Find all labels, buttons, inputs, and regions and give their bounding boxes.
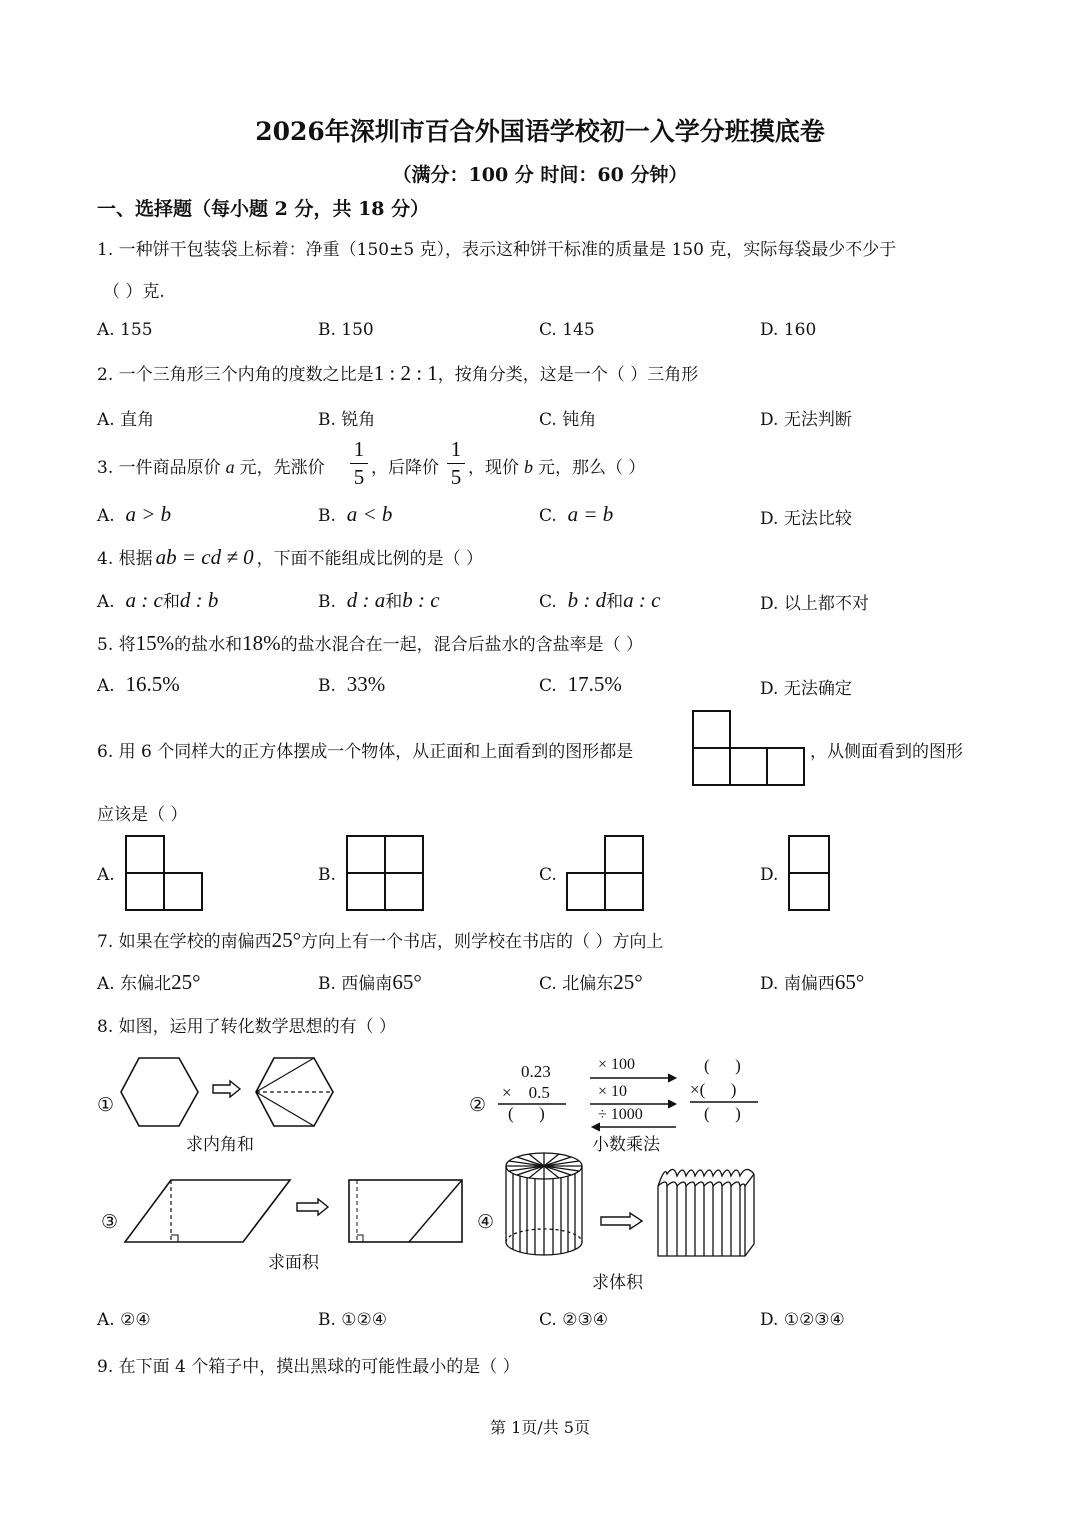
q9-stem: 9. 在下面 4 个箱子中，摸出黑球的可能性最小的是（ ） (97, 1357, 520, 1377)
q4-text-pre: 4. 根据 (97, 549, 153, 569)
q3-stem-part2: ，后降价 (371, 458, 439, 478)
q4-c-label: C. (539, 592, 557, 612)
q4-condition: ab = cd ≠ 0 (155, 545, 254, 569)
q3-frac1-num: 1 (353, 437, 365, 461)
q4-c-he: 和 (606, 592, 624, 612)
q4-option-b (318, 587, 440, 613)
q6-option-c-label: C. (539, 865, 557, 885)
q8-fig4-number: ④ (477, 1211, 495, 1233)
q1-stem-line1: 1. 一种饼干包装袋上标着：净重（150±5 克），表示这种饼干标准的质量是 150 克，实际每袋最少不少于 (97, 240, 897, 260)
page-subtitle: （满分：100 分 时间：60 分钟） (392, 164, 688, 186)
q6-option-b-label: B. (318, 865, 336, 885)
q2-option-d: D. 无法判断 (760, 410, 852, 430)
q7-stem (97, 927, 663, 953)
q4-option-d: D. 以上都不对 (760, 594, 869, 614)
q7-text-2: 方向上有一个书店，则学校在书店的（ ）方向上 (301, 932, 664, 952)
q3-text-1: 3. 一件商品原价 (97, 458, 221, 478)
page-footer: 第 1页/共 5页 (490, 1418, 590, 1437)
q1-option-a: A. 155 (97, 320, 153, 340)
q6-option-a-label: A. (97, 865, 115, 885)
q1-option-c: C. 145 (539, 320, 595, 340)
q2-option-c: C. 钝角 (539, 410, 597, 430)
q8-fig2-op3: ÷ 1000 (598, 1106, 643, 1123)
q5-a-label: A. (97, 676, 115, 696)
q7-c-deg: 25° (613, 970, 643, 994)
q7-a-deg: 25° (171, 970, 201, 994)
q3-option-d: D. 无法比较 (760, 509, 852, 529)
q5-stem (97, 630, 643, 656)
q3-frac1-den: 5 (353, 465, 365, 489)
q6-option-d-label: D. (760, 865, 779, 885)
q4-a-r2: d : b (179, 588, 219, 612)
q8-fig4-cuboid (655, 1164, 757, 1260)
q5-option-c (539, 672, 622, 697)
q8-fig1-caption: 求内角和 (186, 1135, 254, 1155)
q3-b-label: B. (318, 506, 336, 526)
q8-fig2-caption: 小数乘法 (592, 1135, 660, 1155)
q2-ratio: 1 : 2 : 1 (373, 361, 438, 385)
q3-fraction-2 (447, 437, 465, 490)
q8-fig1-hexagon-divided (255, 1057, 335, 1129)
q1-option-b: B. 150 (318, 320, 374, 340)
q6-stem-line1a: 6. 用 6 个同样大的正方体摆成一个物体，从正面和上面看到的图形都是 (97, 742, 634, 762)
q7-option-d (760, 969, 864, 995)
q1-stem-line2: （ ）克. (103, 282, 165, 302)
q2-stem-pre: 2. 一个三角形三个内角的度数之比是 (97, 365, 374, 385)
q6-option-b-figure (346, 835, 426, 911)
q5-text-2: 的盐水和 (174, 635, 243, 655)
q5-text-3: 的盐水混合在一起，混合后盐水的含盐率是（ ） (280, 635, 644, 655)
q8-option-b: B. ①②④ (318, 1310, 388, 1330)
q6-option-a-figure (125, 835, 205, 911)
q8-stem: 8. 如图，运用了转化数学思想的有（ ） (97, 1017, 397, 1037)
q6-option-d-figure (788, 835, 832, 911)
q4-b-r1: d : a (346, 588, 386, 612)
q5-c-value: 17.5% (567, 672, 622, 696)
q7-b-label: B. 西偏南 (318, 974, 393, 994)
q8-fig2-r2: ×( ) (690, 1080, 737, 1099)
q7-d-deg: 65° (834, 970, 865, 994)
q5-b-value: 33% (346, 672, 386, 696)
q7-d-label: D. 南偏西 (760, 974, 835, 994)
q7-option-c (539, 969, 643, 995)
q3-text-5: 元，那么（ ） (538, 458, 646, 478)
q4-c-r1: b : d (567, 588, 607, 612)
q5-value-1: 15% (135, 631, 175, 655)
q4-a-he: 和 (162, 592, 180, 612)
q7-text-1: 7. 如果在学校的南偏西 (97, 932, 272, 952)
q8-option-a: A. ②④ (97, 1310, 151, 1330)
q3-frac2-den: 5 (450, 465, 462, 489)
q5-option-b (318, 672, 385, 697)
q8-fig4-caption: 求体积 (592, 1273, 643, 1293)
q8-fig1-number: ① (97, 1094, 115, 1116)
q2-stem (97, 360, 698, 386)
q8-fig1-hexagon (120, 1057, 200, 1129)
q5-option-d: D. 无法确定 (760, 679, 852, 699)
q8-fig2-arrow-right-1 (590, 1073, 680, 1083)
q7-b-deg: 65° (392, 970, 422, 994)
q5-c-label: C. (539, 676, 557, 696)
q3-option-c (539, 502, 613, 527)
q6-option-c-figure (566, 835, 646, 911)
q3-var-b: b (524, 457, 533, 477)
q3-stem-part1 (97, 453, 325, 478)
q5-a-value: 16.5% (125, 672, 180, 696)
q4-b-he: 和 (385, 592, 403, 612)
q4-a-r1: a : c (125, 588, 163, 612)
q5-value-2: 18% (242, 631, 281, 655)
q8-fig2-r1: ( ) (704, 1056, 741, 1075)
q7-c-label: C. 北偏东 (539, 974, 614, 994)
q4-stem (97, 544, 483, 570)
q8-fig2-r3: ( ) (704, 1104, 741, 1123)
q4-a-label: A. (97, 592, 115, 612)
q3-frac2-num: 1 (450, 437, 462, 461)
q5-text-1: 5. 将 (97, 635, 136, 655)
q8-fig3-number: ③ (101, 1211, 119, 1233)
q1-option-d: D. 160 (760, 320, 817, 340)
q8-fig2-op1: × 100 (598, 1056, 636, 1073)
q3-stem-part3 (468, 453, 645, 478)
q8-fig1-arrow-icon (212, 1080, 242, 1098)
q4-b-r2: b : c (402, 588, 440, 612)
q8-fig2-op2: × 10 (598, 1083, 628, 1100)
q7-option-a (97, 969, 201, 995)
q8-fig3-arrow-icon (296, 1198, 330, 1216)
q3-b-math: a < b (346, 502, 393, 526)
q8-fig2-result-left: ( ) (508, 1104, 545, 1123)
q3-var-a: a (225, 457, 235, 477)
q3-option-b (318, 502, 392, 527)
q4-option-c (539, 587, 660, 613)
q6-stem-line2: 应该是（ ） (97, 805, 188, 825)
section-heading: 一、选择题（每小题 2 分，共 18 分） (97, 198, 430, 220)
q3-option-a (97, 502, 171, 527)
q8-fig2-multiplier: × 0.5 (502, 1083, 550, 1102)
q2-option-a: A. 直角 (97, 410, 155, 430)
q4-option-a (97, 587, 218, 613)
q8-option-c: C. ②③④ (539, 1310, 608, 1330)
q2-option-b: B. 锐角 (318, 410, 376, 430)
q4-text-post: ，下面不能组成比例的是（ ） (256, 549, 484, 569)
q7-a-label: A. 东偏北 (97, 974, 172, 994)
q8-fig4-arrow-icon (600, 1212, 644, 1230)
q7-option-b (318, 969, 422, 995)
q4-b-label: B. (318, 592, 336, 612)
q3-c-label: C. (539, 506, 557, 526)
q4-c-r2: a : c (623, 588, 661, 612)
q8-fig4-cylinder (502, 1150, 588, 1260)
q3-a-math: a > b (125, 502, 172, 526)
q8-fig3-rectangle (347, 1178, 465, 1244)
q8-fig3-parallelogram (123, 1178, 293, 1244)
page-title: 2026年深圳市百合外国语学校初一入学分班摸底卷 (255, 117, 825, 146)
q5-option-a (97, 672, 180, 697)
q5-b-label: B. (318, 676, 336, 696)
q8-option-d: D. ①②③④ (760, 1310, 845, 1330)
q8-fig2-number: ② (469, 1094, 487, 1116)
q6-stem-line1b: ，从侧面看到的图形 (810, 742, 963, 762)
q8-fig2-multiplicand: 0.23 (521, 1062, 551, 1081)
q3-c-math: a = b (567, 502, 614, 526)
q3-fraction-1 (350, 437, 368, 490)
q3-text-2: 元，先涨价 (239, 458, 325, 478)
q7-degree: 25° (271, 928, 302, 952)
q6-front-view-figure (692, 710, 808, 786)
q3-text-4: ，现价 (468, 458, 519, 478)
q8-fig3-caption: 求面积 (268, 1253, 319, 1273)
q2-stem-post: ，按角分类，这是一个（ ）三角形 (437, 365, 699, 385)
q3-a-label: A. (97, 506, 115, 526)
